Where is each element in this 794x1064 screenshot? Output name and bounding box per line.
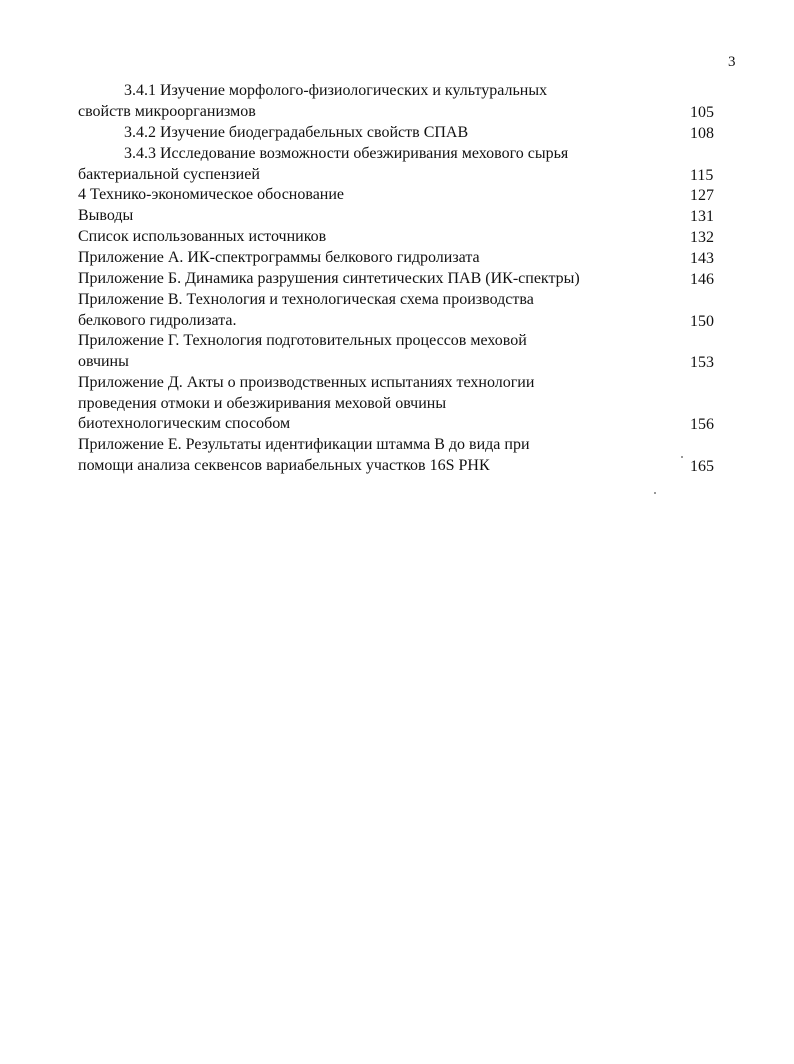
toc-entry-appendix-e-line-2: помощи анализа секвенсов вариабельных участков 16S РНК [78, 457, 490, 474]
toc-entry-appendix-b-line-1: Приложение Б. Динамика разрушения синтетических ПАВ (ИК-спектры) [78, 270, 580, 287]
toc-entry-appendix-v-page: 150 [690, 313, 714, 330]
toc-entry-appendix-e-line-1: Приложение Е. Результаты идентификации штамма В до вида при [78, 436, 530, 453]
scan-speck [681, 456, 683, 458]
toc-entry-appendix-a-line-1: Приложение А. ИК-спектрограммы белкового гидролизата [78, 249, 480, 266]
page-number: 3 [728, 54, 736, 70]
toc-entry-3-4-3-line-1: 3.4.3 Исследование возможности обезжиривания мехового сырья [124, 145, 569, 162]
toc-entry-3-4-3-page: 115 [690, 167, 714, 184]
toc-entry-appendix-d-line-2: проведения отмоки и обезжиривания меховой овчины [78, 395, 447, 412]
toc-entry-3-4-1-line-1: 3.4.1 Изучение морфолого-физиологических и культуральных [124, 82, 548, 99]
toc-entry-appendix-v-line-1: Приложение В. Технология и технологическая схема производства [78, 291, 534, 308]
toc-entry-appendix-d-page: 156 [690, 416, 714, 433]
toc-entry-appendix-g-line-2: овчины [78, 353, 129, 370]
toc-entry-3-4-3-line-2: бактериальной суспензией [78, 166, 260, 183]
toc-entry-appendix-b-page: 146 [690, 271, 714, 288]
toc-entry-appendix-v-line-2: белкового гидролизата. [78, 312, 237, 329]
toc-entry-appendix-d-line-1: Приложение Д. Акты о производственных испытаниях технологии [78, 374, 535, 391]
toc-entry-appendix-g-line-1: Приложение Г. Технология подготовительных процессов меховой [78, 332, 527, 349]
toc-entry-conclusions-page: 131 [690, 208, 714, 225]
toc-entry-appendix-e-page: 165 [690, 458, 714, 475]
toc-entry-references-page: 132 [690, 229, 714, 246]
toc-entry-3-4-1-line-2: свойств микроорганизмов [78, 103, 256, 120]
toc-entry-appendix-g-page: 153 [690, 354, 714, 371]
toc-entry-3-4-2-line-1: 3.4.2 Изучение биодеградабельных свойств СПАВ [124, 124, 469, 141]
toc-entry-3-4-2-page: 108 [690, 125, 714, 142]
toc-entry-conclusions-line-1: Выводы [78, 207, 134, 224]
toc-entry-appendix-a-page: 143 [690, 250, 714, 267]
toc-entry-4-line-1: 4 Технико-экономическое обоснование [78, 186, 345, 203]
toc-entry-appendix-d-line-3: биотехнологическим способом [78, 415, 291, 432]
toc-entry-3-4-1-page: 105 [690, 104, 714, 121]
toc-entry-4-page: 127 [690, 187, 714, 204]
scan-speck [654, 492, 656, 494]
toc-entry-references-line-1: Список использованных источников [78, 228, 327, 245]
